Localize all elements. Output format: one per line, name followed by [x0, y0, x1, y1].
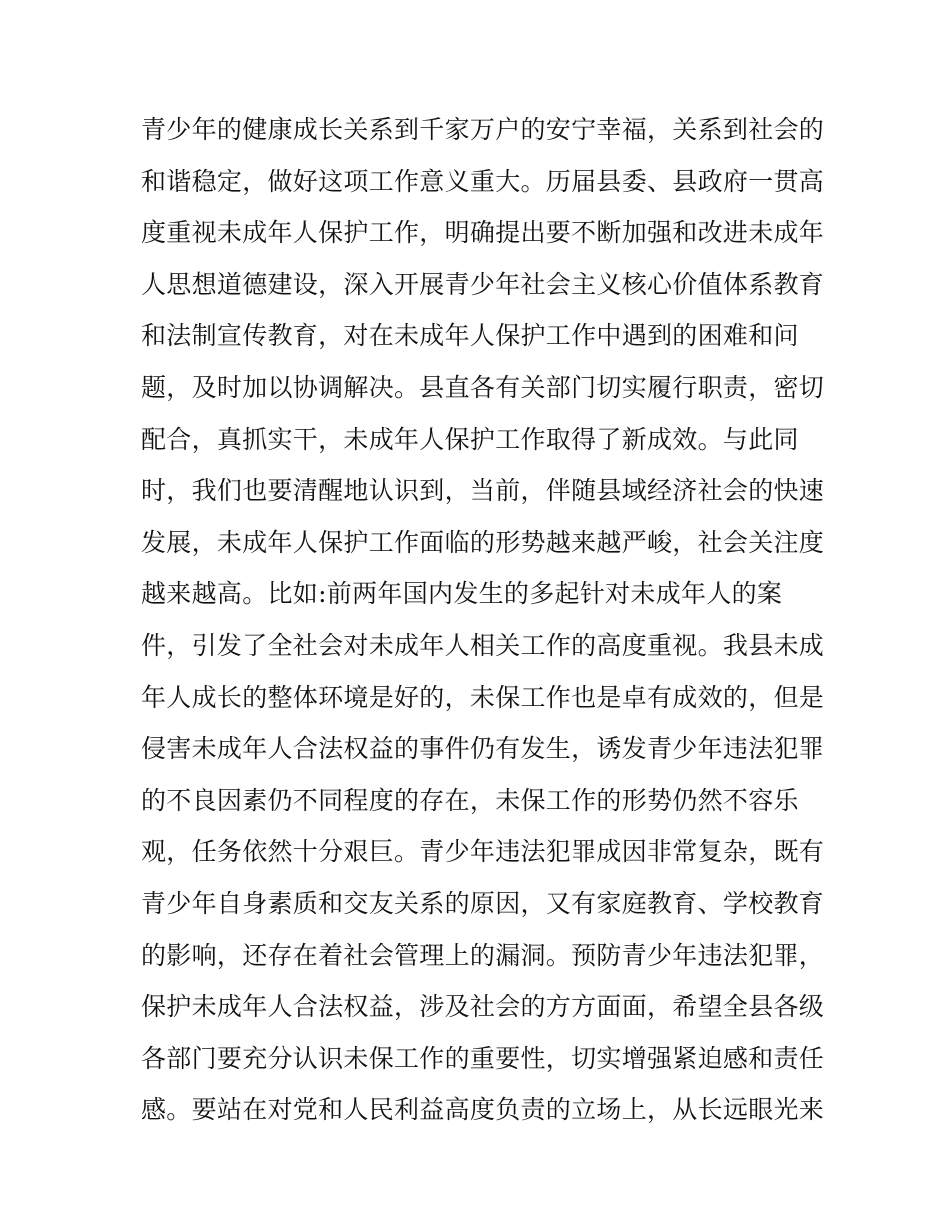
text-line: 观，任务依然十分艰巨。青少年违法犯罪成因非常复杂，既有: [141, 837, 825, 867]
text-line: 件，引发了全社会对未成年人相关工作的高度重视。我县未成: [141, 630, 825, 660]
text-line: 各部门要充分认识未保工作的重要性，切实增强紧迫感和责任: [141, 1043, 825, 1073]
text-line: 度重视未成年人保护工作，明确提出要不断加强和改进未成年: [141, 218, 825, 248]
text-line: 的影响，还存在着社会管理上的漏洞。预防青少年违法犯罪，: [141, 940, 825, 970]
text-line: 和谐稳定，做好这项工作意义重大。历届县委、县政府一贯高: [141, 166, 825, 196]
text-line: 侵害未成年人合法权益的事件仍有发生，诱发青少年违法犯罪: [141, 734, 825, 764]
text-line: 的不良因素仍不同程度的存在，未保工作的形势仍然不容乐: [141, 785, 799, 815]
text-line: 年人成长的整体环境是好的，未保工作也是卓有成效的，但是: [141, 682, 825, 712]
body-paragraph: [141, 110, 825, 1142]
text-line: 题，及时加以协调解决。县直各有关部门切实履行职责，密切: [141, 372, 825, 402]
text-line: 配合，真抓实干，未成年人保护工作取得了新成效。与此同: [141, 424, 799, 454]
text-line: 和法制宣传教育，对在未成年人保护工作中遇到的困难和问: [141, 321, 799, 351]
text-line: 发展，未成年人保护工作面临的形势越来越严峻，社会关注度: [141, 527, 825, 557]
text-line: 感。要站在对党和人民利益高度负责的立场上，从长远眼光来: [141, 1095, 825, 1125]
text-line: 保护未成年人合法权益，涉及社会的方方面面，希望全县各级: [141, 992, 825, 1022]
text-line: 人思想道德建设，深入开展青少年社会主义核心价值体系教育: [141, 269, 825, 299]
text-line: 青少年自身素质和交友关系的原因，又有家庭教育、学校教育: [141, 888, 825, 918]
text-line: 青少年的健康成长关系到千家万户的安宁幸福，关系到社会的: [141, 115, 825, 144]
text-line: 时，我们也要清醒地认识到，当前，伴随县域经济社会的快速: [141, 476, 825, 506]
text-line: 越来越高。比如:前两年国内发生的多起针对未成年人的案: [141, 579, 783, 609]
